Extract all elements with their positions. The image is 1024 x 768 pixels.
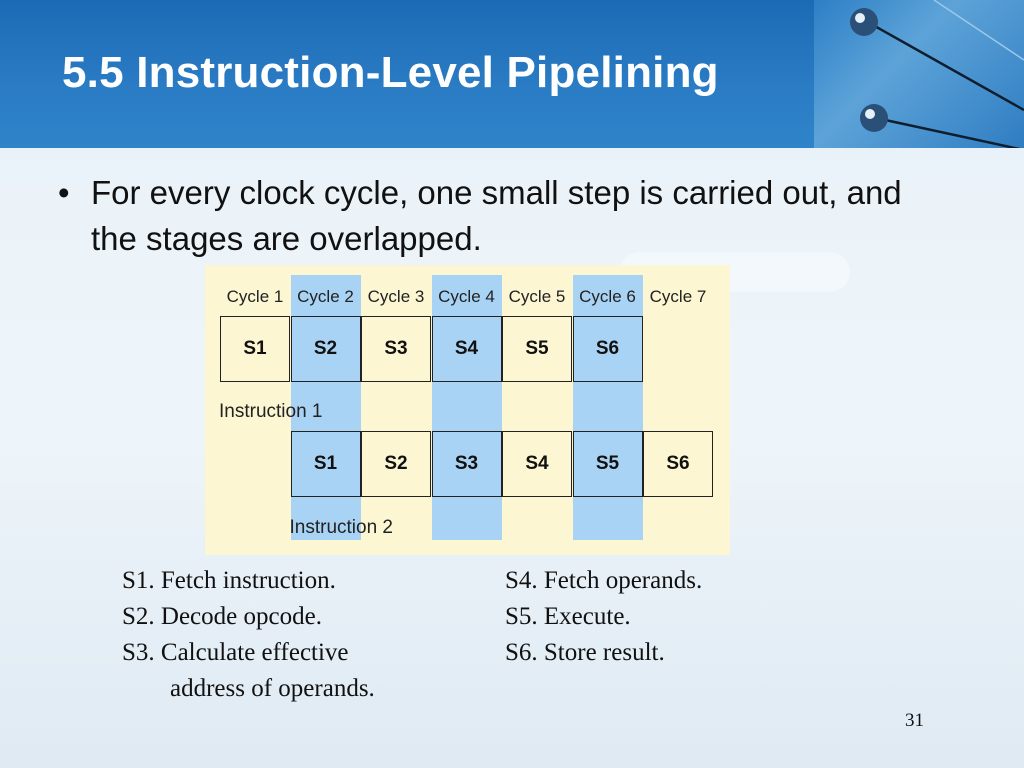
cycle-label: Cycle 6 <box>579 287 636 306</box>
cycle-label: Cycle 7 <box>649 287 707 306</box>
stage-cell: S3 <box>432 431 502 497</box>
pipeline-diagram <box>205 265 730 555</box>
pins-decoration <box>814 0 1024 148</box>
stage-cell: S6 <box>573 316 643 382</box>
legend-item: S3. Calculate effective <box>122 639 349 666</box>
cycle-highlight-band <box>573 275 643 540</box>
stage-cell: S2 <box>291 316 361 382</box>
cycle-label: Cycle 2 <box>297 287 354 306</box>
legend-item-continuation: address of operands. <box>170 675 375 702</box>
stage-cell: S5 <box>573 431 643 497</box>
legend-item: S1. Fetch instruction. <box>122 567 336 594</box>
bullet-icon: • <box>58 174 70 211</box>
cycle-label: Cycle 3 <box>367 287 425 306</box>
stage-cell: S4 <box>502 431 572 497</box>
stage-cell: S3 <box>361 316 431 382</box>
legend-item: S6. Store result. <box>505 639 665 666</box>
cycle-label: Cycle 4 <box>438 287 495 306</box>
cycle-label: Cycle 5 <box>508 287 566 306</box>
legend-item: S2. Decode opcode. <box>122 603 322 630</box>
stage-cell: S1 <box>220 316 290 382</box>
stage-cell: S5 <box>502 316 572 382</box>
bullet-text: For every clock cycle, one small step is carried out, and the stages are overlapped. <box>91 174 902 257</box>
instruction-label: Instruction 2 <box>289 517 393 538</box>
stage-cell: S1 <box>291 431 361 497</box>
title-bar <box>0 0 1024 148</box>
cycle-highlight-band <box>432 275 502 540</box>
slide-title: 5.5 Instruction-Level Pipelining <box>62 48 719 97</box>
instruction-label: Instruction 1 <box>219 401 323 422</box>
legend-item: S4. Fetch operands. <box>505 567 703 594</box>
stage-cell: S2 <box>361 431 431 497</box>
page-number: 31 <box>905 710 924 731</box>
stage-cell: S4 <box>432 316 502 382</box>
cycle-label: Cycle 1 <box>226 287 284 306</box>
stage-cell: S6 <box>643 431 713 497</box>
legend-item: S5. Execute. <box>505 603 631 630</box>
header-photo <box>814 0 1024 148</box>
